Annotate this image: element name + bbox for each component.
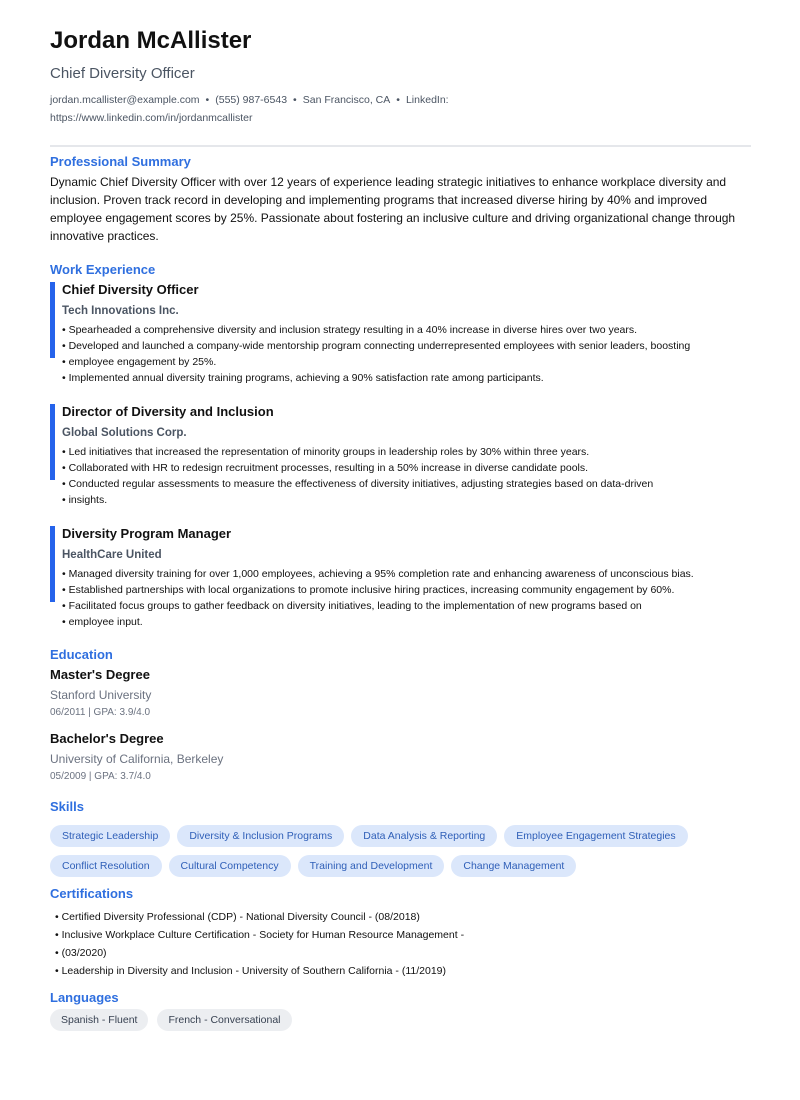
certification-item: • Leadership in Diversity and Inclusion - University of Southern California - (11/2019): [55, 965, 447, 977]
candidate-name: Jordan McAllister: [50, 27, 252, 54]
job-bullet: • employee input.: [62, 616, 143, 628]
education-entry: [50, 667, 751, 719]
job-company: Tech Innovations Inc.: [62, 305, 179, 317]
skill-tag: Diversity & Inclusion Programs: [177, 825, 344, 847]
contact-linkedin-label: LinkedIn:: [405, 94, 449, 106]
job-title: Director of Diversity and Inclusion: [62, 404, 274, 419]
job-accent-bar: [50, 404, 55, 480]
job-bullet: • Conducted regular assessments to measure the effectiveness of diversity initiatives, adjusting strategies based on data-driven: [62, 478, 654, 490]
skill-tag: Cultural Competency: [169, 855, 291, 877]
contact-phone[interactable]: (555) 987-6543: [215, 94, 288, 106]
job-title: Diversity Program Manager: [62, 526, 232, 541]
education-school: Stanford University: [50, 688, 152, 702]
job-accent-bar: [50, 526, 55, 602]
header-divider: [50, 145, 751, 147]
job-title: Chief Diversity Officer: [62, 282, 199, 297]
certifications-list: [50, 908, 515, 980]
certification-item: • (03/2020): [55, 947, 107, 959]
job-bullet: • employee engagement by 25%.: [62, 356, 217, 368]
contact-info: [50, 91, 490, 127]
education-entry: [50, 731, 751, 783]
summary-text: Dynamic Chief Diversity Officer with over 12 years of experience leading strategic initiatives to enhance workplace diversity and inclusion. Proven track record in developing and implementing programs that increased diverse hiring by 40% and improved employee engagement scores by 25%. Passionate about fostering an inclusive culture and driving organizational change through innovative practices.: [50, 175, 736, 243]
skills-heading: Skills: [50, 799, 84, 814]
job-bullet: • Established partnerships with local organizations to promote inclusive hiring practices, increasing community engagement by 60%.: [62, 584, 675, 596]
work-heading: Work Experience: [50, 262, 156, 277]
education-degree: Bachelor's Degree: [50, 731, 164, 746]
job-bullets: [62, 444, 751, 508]
contact-email[interactable]: jordan.mcallister@example.com: [50, 94, 200, 106]
job-bullets: [62, 566, 751, 630]
job-entry: [50, 526, 751, 630]
education-heading: Education: [50, 647, 113, 662]
job-bullet: • Implemented annual diversity training programs, achieving a 90% satisfaction rate among participants.: [62, 372, 544, 384]
skill-tag: Strategic Leadership: [50, 825, 170, 847]
contact-separator: •: [205, 94, 210, 106]
contact-separator: •: [396, 94, 400, 106]
job-accent-bar: [50, 282, 55, 358]
languages-list: [50, 1009, 751, 1031]
skills-list: [50, 825, 751, 885]
job-bullet: • Collaborated with HR to redesign recruitment processes, resulting in a 50% increase in diverse candidate pools.: [62, 462, 589, 474]
education-school: University of California, Berkeley: [50, 752, 224, 766]
certifications-heading: Certifications: [50, 886, 134, 901]
skill-tag: Employee Engagement Strategies: [504, 825, 687, 847]
job-bullet: • Developed and launched a company-wide mentorship program connecting underrepresented employees with senior leaders, boosting: [62, 340, 691, 352]
candidate-title: Chief Diversity Officer: [50, 65, 195, 82]
skill-tag: Change Management: [451, 855, 576, 877]
education-meta: 05/2009 | GPA: 3.7/4.0: [50, 771, 151, 782]
language-tag: French - Conversational: [157, 1009, 291, 1031]
contact-separator: •: [293, 94, 297, 106]
job-company: HealthCare United: [62, 549, 162, 561]
summary-heading: Professional Summary: [50, 154, 191, 169]
skill-tag: Training and Development: [298, 855, 445, 877]
languages-heading: Languages: [50, 990, 119, 1005]
job-bullet: • Facilitated focus groups to gather feedback on diversity initiatives, leading to the implementation of new programs based on: [62, 600, 642, 612]
contact-location: San Francisco, CA: [302, 94, 391, 106]
education-meta: 06/2011 | GPA: 3.9/4.0: [50, 707, 151, 718]
education-degree: Master's Degree: [50, 667, 150, 682]
skill-tag: Data Analysis & Reporting: [351, 825, 497, 847]
job-entry: [50, 282, 751, 386]
language-tag: Spanish - Fluent: [50, 1009, 148, 1031]
certification-item: • Inclusive Workplace Culture Certification - Society for Human Resource Management -: [55, 929, 465, 941]
job-bullets: [62, 322, 751, 386]
job-bullet: • Led initiatives that increased the representation of minority groups in leadership roles by 30% within three years.: [62, 446, 590, 458]
resume-page: [50, 26, 751, 1031]
skill-tag: Conflict Resolution: [50, 855, 162, 877]
job-bullet: • Managed diversity training for over 1,000 employees, achieving a 95% completion rate and enhancing awareness of unconscious bias.: [62, 568, 694, 580]
contact-linkedin-url[interactable]: https://www.linkedin.com/in/jordanmcallister: [50, 112, 253, 124]
job-entry: [50, 404, 751, 508]
job-bullet: • insights.: [62, 494, 108, 506]
certification-item: • Certified Diversity Professional (CDP) - National Diversity Council - (08/2018): [55, 911, 420, 923]
job-bullet: • Spearheaded a comprehensive diversity and inclusion strategy resulting in a 40% increase in diverse hires over two years.: [62, 324, 638, 336]
job-company: Global Solutions Corp.: [62, 427, 187, 439]
